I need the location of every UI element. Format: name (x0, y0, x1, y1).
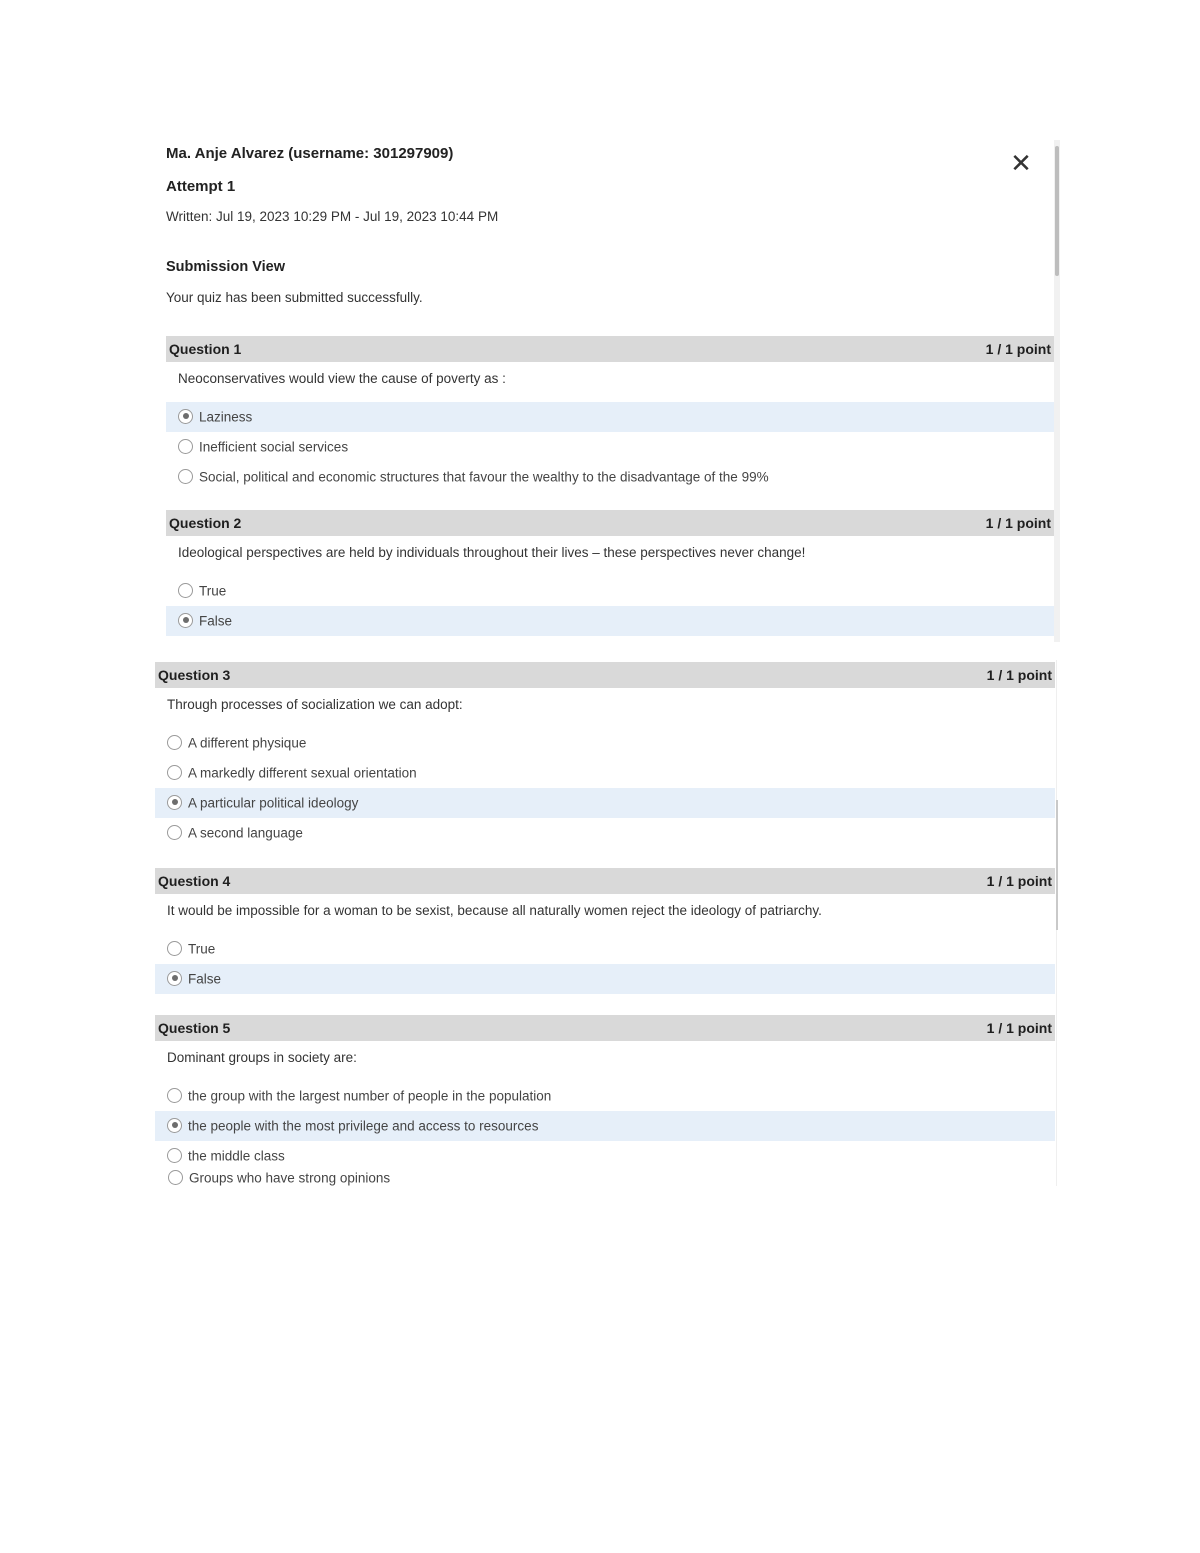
answer-label: the group with the largest number of people in the population (188, 1088, 552, 1104)
scrollbar-thumb[interactable] (1055, 146, 1059, 276)
answer-option[interactable] (155, 818, 1055, 848)
answer-option[interactable] (166, 402, 1054, 432)
answer-option[interactable] (155, 788, 1055, 818)
answer-label: Laziness (199, 409, 253, 425)
radio-icon[interactable] (168, 1170, 183, 1185)
answer-label: A different physique (188, 735, 307, 751)
question-score: 1 / 1 point (985, 515, 1051, 531)
question-title: Question 2 (169, 515, 242, 531)
answer-option[interactable] (166, 432, 1054, 462)
answer-option[interactable] (155, 1081, 1055, 1111)
answer-label: A markedly different sexual orientation (188, 765, 417, 781)
attempt-label: Attempt 1 (166, 178, 236, 195)
answer-label: the middle class (188, 1148, 285, 1164)
question-block (155, 662, 1055, 848)
question-title: Question 3 (158, 667, 231, 683)
radio-icon[interactable] (167, 825, 182, 840)
radio-selected-icon[interactable] (178, 409, 193, 424)
question-text: Through processes of socialization we can adopt: (167, 697, 463, 712)
radio-icon[interactable] (178, 469, 193, 484)
question-header (155, 662, 1055, 688)
answer-option[interactable] (156, 1163, 1060, 1193)
answer-label: Social, political and economic structures that favour the wealthy to the disadvantage of the 99% (199, 469, 769, 485)
question-title: Question 5 (158, 1020, 231, 1036)
close-icon[interactable]: ✕ (1010, 148, 1032, 178)
question-block (166, 336, 1054, 492)
answer-label: A particular political ideology (188, 795, 359, 811)
answer-option[interactable] (166, 576, 1054, 606)
answer-label: True (199, 583, 227, 599)
question-score: 1 / 1 point (986, 1020, 1052, 1036)
answer-label: Inefficient social services (199, 439, 349, 455)
answer-option[interactable] (155, 964, 1055, 994)
answer-option[interactable] (166, 606, 1054, 636)
answer-option[interactable] (155, 1111, 1055, 1141)
submission-view-title: Submission View (166, 259, 285, 275)
radio-selected-icon[interactable] (167, 971, 182, 986)
radio-icon[interactable] (178, 439, 193, 454)
answer-option[interactable] (155, 728, 1055, 758)
radio-icon[interactable] (167, 735, 182, 750)
radio-selected-icon[interactable] (178, 613, 193, 628)
answer-options (155, 728, 1055, 848)
question-score: 1 / 1 point (986, 667, 1052, 683)
question-title: Question 1 (169, 341, 242, 357)
question-block (166, 510, 1054, 636)
answer-label: False (199, 613, 233, 629)
answer-label: Groups who have strong opinions (189, 1170, 391, 1186)
submission-message: Your quiz has been submitted successfully. (166, 290, 423, 305)
question-header (155, 1015, 1055, 1041)
question-text: Neoconservatives would view the cause of poverty as : (178, 371, 506, 386)
answer-options (166, 576, 1054, 636)
answer-label: True (188, 941, 216, 957)
answer-label: the people with the most privilege and access to resources (188, 1118, 539, 1134)
question-title: Question 4 (158, 873, 231, 889)
question-score: 1 / 1 point (986, 873, 1052, 889)
question-header (166, 510, 1054, 536)
question-score: 1 / 1 point (985, 341, 1051, 357)
radio-icon[interactable] (167, 765, 182, 780)
question-text: It would be impossible for a woman to be sexist, because all naturally women reject the ideology of patriarchy. (167, 903, 822, 918)
answer-option[interactable] (155, 934, 1055, 964)
clipped-answer-row (156, 1170, 1060, 1186)
radio-selected-icon[interactable] (167, 1118, 182, 1133)
scrollbar[interactable] (1054, 140, 1060, 642)
answer-option[interactable] (155, 758, 1055, 788)
question-block (155, 868, 1055, 994)
radio-icon[interactable] (167, 1148, 182, 1163)
answer-options (166, 402, 1054, 492)
question-text: Dominant groups in society are: (167, 1050, 357, 1065)
question-header (155, 868, 1055, 894)
radio-icon[interactable] (167, 1088, 182, 1103)
question-header (166, 336, 1054, 362)
radio-icon[interactable] (167, 941, 182, 956)
answer-options (155, 1081, 1055, 1171)
student-name: Ma. Anje Alvarez (username: 301297909) (166, 145, 454, 162)
scrollbar-thumb[interactable] (1056, 800, 1058, 930)
question-block (155, 1015, 1055, 1171)
answer-label: A second language (188, 825, 303, 841)
radio-selected-icon[interactable] (167, 795, 182, 810)
written-timestamp: Written: Jul 19, 2023 10:29 PM - Jul 19, 2023 10:44 PM (166, 209, 499, 224)
question-text: Ideological perspectives are held by individuals throughout their lives – these perspectives never change! (178, 545, 806, 560)
answer-option[interactable] (166, 462, 1054, 492)
answer-options (155, 934, 1055, 994)
radio-icon[interactable] (178, 583, 193, 598)
answer-label: False (188, 971, 222, 987)
